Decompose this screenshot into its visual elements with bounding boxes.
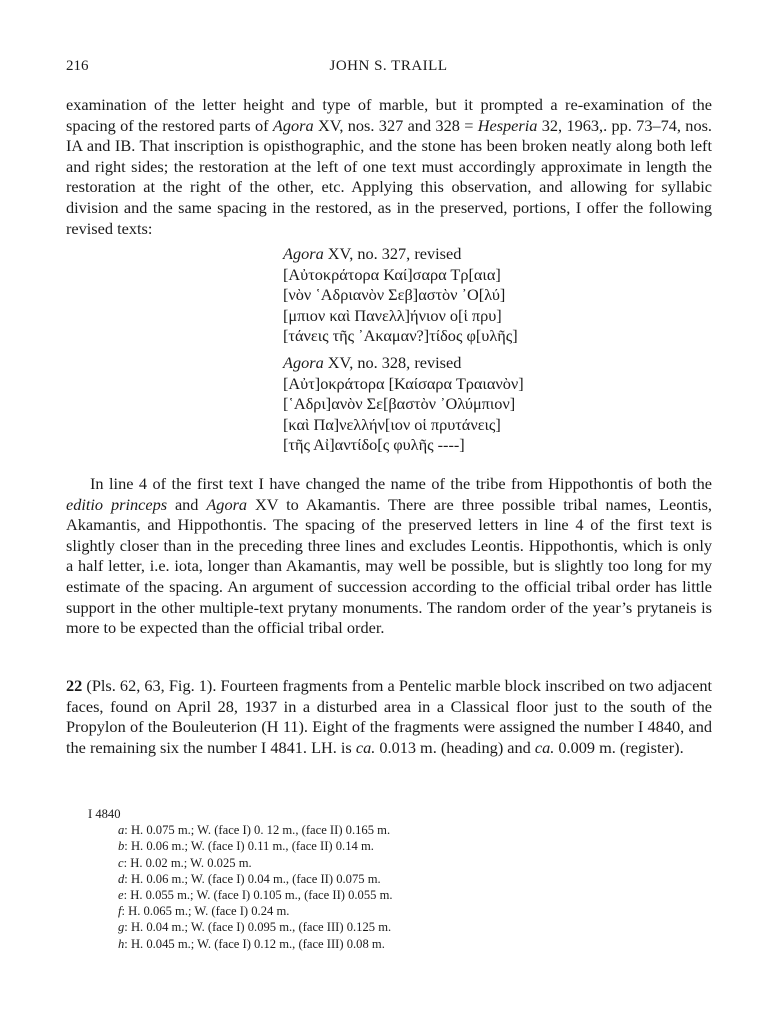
fragment-item: g: H. 0.04 m.; W. (face I) 0.095 m., (face III) 0.125 m. <box>118 920 392 935</box>
paragraph-tribe-names: In line 4 of the first text I have changed the name of the tribe from Hippothontis of both the editio princeps and Agora XV to Akamantis. There are three possible tribal names, Leontis, Akamantis, and Hippothontis. The spacing of the preserved letters in line 4 of the first text is slightly closer than in the preceding three lines and excludes Leontis. Hippothontis, which is only a half letter, i.e. iota, longer than Akamantis, may well be possible, but is slightly too long for my estimate of the spacing. An argument of succession according to the official tribal order has little support in the other multiple-text prytany monuments. The random order of the year’s prytaneis is more to be expected than the official tribal order. <box>66 474 712 638</box>
paragraph-spacing-examination: examination of the letter height and type of marble, but it prompted a re-examination of the spacing of the restored parts of Agora XV, nos. 327 and 328 = Hesperia 32, 1963,. pp. 73–74, nos. IA and IB. That inscription is opisthographic, and the stone has been broken neatly along both left and right sides; the restoration at the left of one text must accordingly approximate in length the restoration at the right of the other, etc. Applying this observation, and allowing for syllabic division and the same spacing in the restored, as in the preserved, portions, I offer the following revised texts: <box>66 95 712 238</box>
inventory-number: I 4840 <box>88 807 121 821</box>
inscription-328 <box>283 353 524 456</box>
inscription-line: [καὶ Πα]νελλήν[ιον οἱ πρυτάνεις] <box>283 414 501 434</box>
page-number: 216 <box>66 58 89 74</box>
entry-number: 22 <box>66 676 83 695</box>
fragment-item: h: H. 0.045 m.; W. (face I) 0.12 m., (face III) 0.08 m. <box>118 936 385 951</box>
italic-agora: Agora <box>206 494 248 514</box>
italic-agora: Agora <box>272 115 314 135</box>
fragment-list <box>118 822 393 952</box>
running-head: JOHN S. TRAILL <box>329 58 448 74</box>
inscription-line: [῾Αδρι]ανὸν Σε[βαστὸν ᾿Ολύμπιον] <box>283 394 516 414</box>
inscription-line: [τῆς Αἰ]αντίδο[ς φυλῆς ----] <box>283 435 465 455</box>
fragment-item: e: H. 0.055 m.; W. (face I) 0.105 m., (face II) 0.055 m. <box>118 888 393 903</box>
fragment-item: d: H. 0.06 m.; W. (face I) 0.04 m., (face II) 0.075 m. <box>118 871 381 886</box>
inscription-327 <box>283 244 518 347</box>
fragment-item: f: H. 0.065 m.; W. (face I) 0.24 m. <box>118 904 290 919</box>
inscription-title: Agora XV, no. 328, revised <box>283 353 462 372</box>
inscription-line: [μπιον καὶ Πανελλ]ήνιον ο[ἱ πρυ] <box>283 305 502 325</box>
inscription-line: [τάνεις τῆς ᾿Ακαμαν?]τίδος φ[υλῆς] <box>283 326 518 346</box>
fragment-catalog <box>88 806 393 952</box>
fragment-item: c: H. 0.02 m.; W. 0.025 m. <box>118 855 252 870</box>
page-header <box>66 58 711 82</box>
paragraph-entry-22: 22 (Pls. 62, 63, Fig. 1). Fourteen fragments from a Pentelic marble block inscribed on two adjacent faces, found on April 28, 1937 in a disturbed area in a Classical floor just to the south of the Propylon of the Bouleuterion (H 11). Eight of the fragments were assigned the number I 4840, and the remaining six the number I 4841. LH. is ca. 0.013 m. (heading) and ca. 0.009 m. (register). <box>66 676 712 757</box>
inscription-line: [Αὐτοκράτορα Καί]σαρα Τρ[αια] <box>283 264 501 284</box>
inscription-line: [νὸν ῾Αδριανὸν Σεβ]αστὸν ᾿Ο[λύ] <box>283 285 506 305</box>
italic-editio-princeps: editio princeps <box>66 494 168 514</box>
fragment-item: a: H. 0.075 m.; W. (face I) 0. 12 m., (face II) 0.165 m. <box>118 823 391 838</box>
inscription-line: [Αὐτ]οκράτορα [Καίσαρα Τραιανὸν] <box>283 373 524 393</box>
fragment-item: b: H. 0.06 m.; W. (face I) 0.11 m., (face II) 0.14 m. <box>118 839 374 854</box>
italic-hesperia: Hesperia <box>477 115 538 135</box>
inscription-title: Agora XV, no. 327, revised <box>283 244 462 263</box>
